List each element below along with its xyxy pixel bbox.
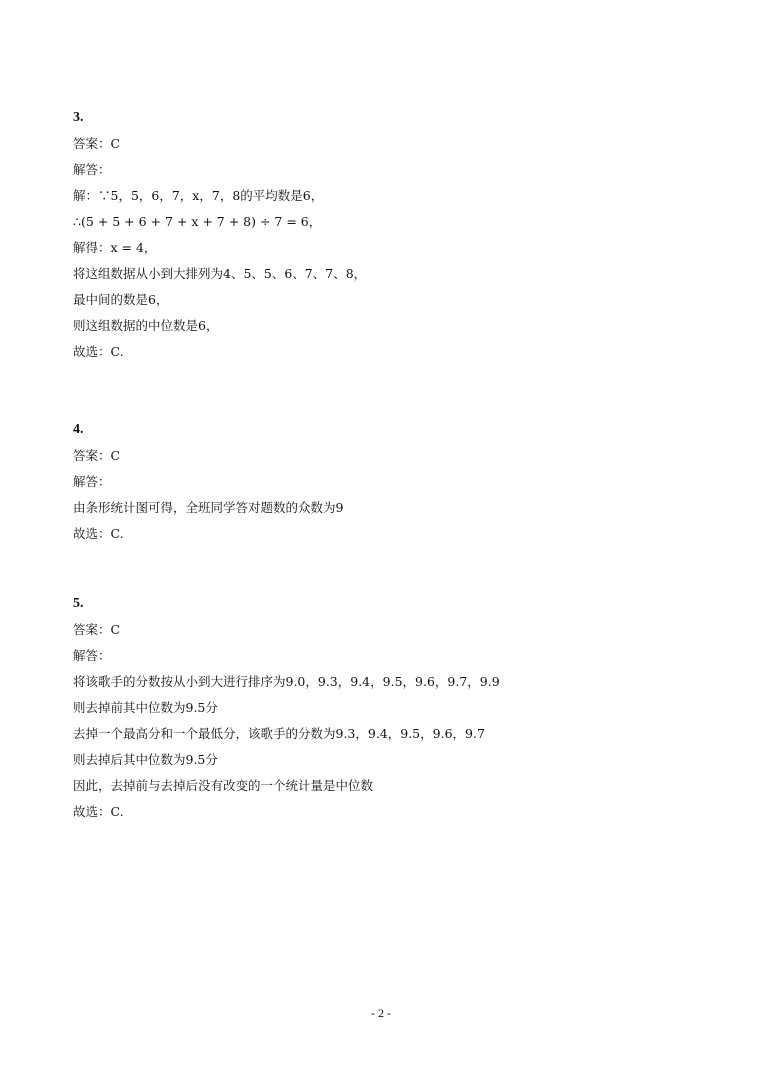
solution-line: 解得：x = 4， — [73, 240, 157, 255]
answer-line: 答案：C — [73, 448, 121, 463]
question-number: 3. — [73, 110, 84, 125]
answer-line: 答案：C — [73, 136, 121, 151]
question-number: 5. — [73, 596, 84, 611]
question-5-solution — [73, 596, 713, 830]
question-3-solution — [73, 110, 713, 370]
solution-line: ∴(5 + 5 + 6 + 7 + x + 7 + 8) ÷ 7 = 6， — [73, 214, 322, 229]
answer-line: 答案：C — [73, 622, 121, 637]
solution-line: 因此，去掉前与去掉后没有改变的一个统计量是中位数 — [73, 778, 374, 793]
solution-line: 解：∵5，5，6，7，x，7，8的平均数是6， — [73, 188, 324, 203]
question-4-solution — [73, 422, 713, 552]
solution-line: 故选：C. — [73, 526, 124, 541]
explain-label: 解答： — [73, 474, 111, 489]
explain-label: 解答： — [73, 648, 111, 663]
solution-line: 则去掉前其中位数为9.5分 — [73, 700, 218, 715]
question-number: 4. — [73, 422, 84, 437]
solution-line: 将这组数据从小到大排列为4、5、5、6、7、7、8， — [73, 266, 367, 281]
solution-line: 故选：C. — [73, 804, 124, 819]
solution-line: 故选：C. — [73, 344, 124, 359]
solution-line: 去掉一个最高分和一个最低分，该歌手的分数为9.3，9.4，9.5，9.6，9.7 — [73, 726, 485, 741]
solution-line: 由条形统计图可得，全班同学答对题数的众数为9 — [73, 500, 344, 515]
solution-line: 则去掉后其中位数为9.5分 — [73, 752, 218, 767]
solution-line: 将该歌手的分数按从小到大进行排序为9.0，9.3，9.4，9.5，9.6，9.7，9.9 — [73, 674, 500, 689]
explain-label: 解答： — [73, 162, 111, 177]
solution-line: 则这组数据的中位数是6， — [73, 318, 219, 333]
solution-line: 最中间的数是6， — [73, 292, 169, 307]
page-number: - 2 - — [371, 1006, 391, 1020]
